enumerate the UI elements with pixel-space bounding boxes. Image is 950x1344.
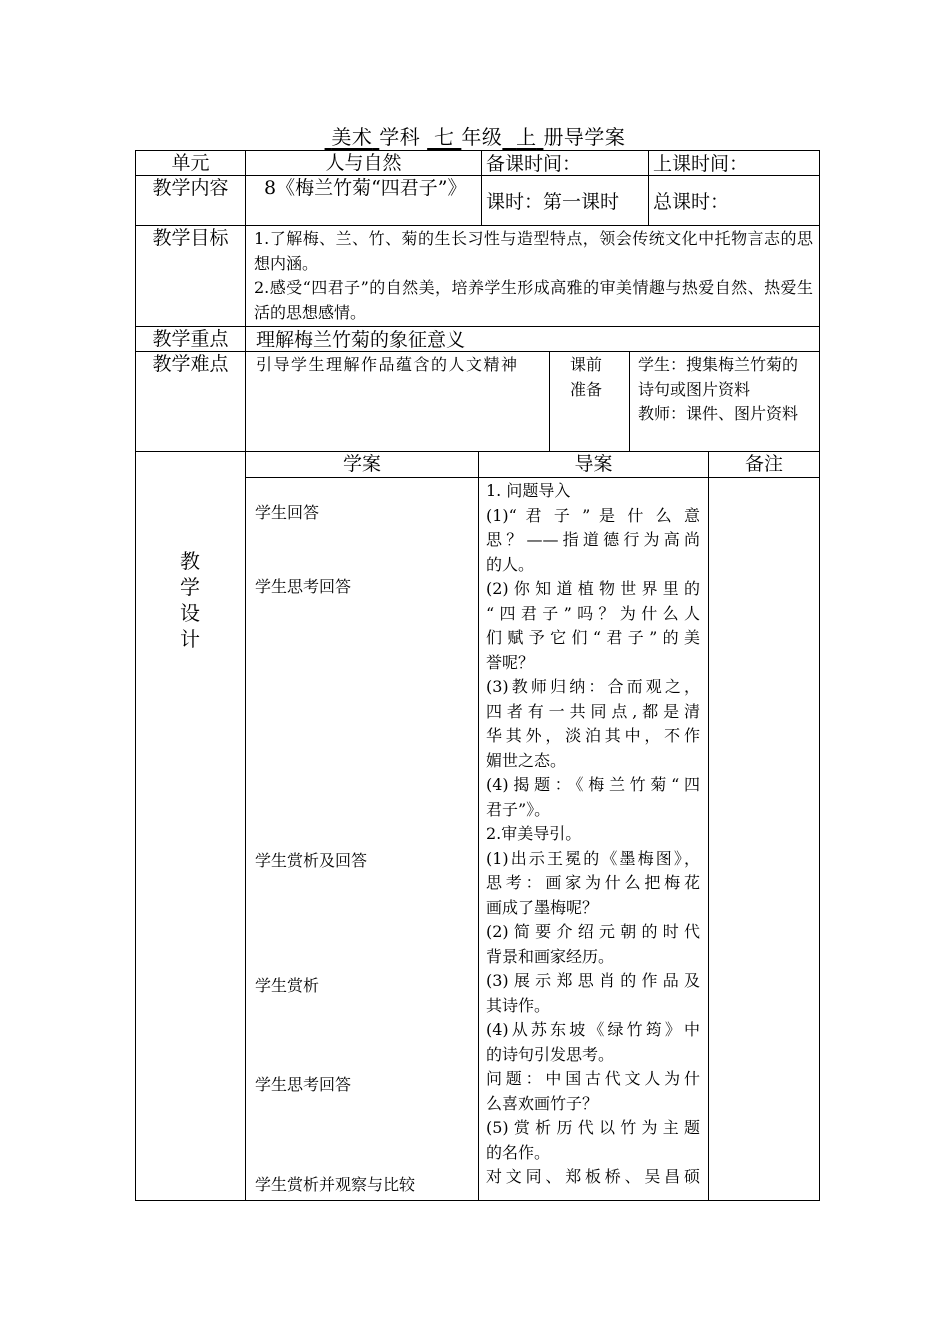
student-note-5: 学生思考回答 [255,1075,352,1094]
guide-line: “四君子”吗？为什么人 [486,603,700,623]
title-term-suffix: 册导学案 [543,125,626,149]
guide-content [486,479,700,1190]
difficulty-value: 引导学生理解作品蕴含的人文精神 [245,351,550,452]
key-label: 教学重点 [135,326,246,352]
daoan-header: 导案 [478,451,709,478]
guide-line: 的诗句引发思考。 [486,1044,615,1064]
guide-line: 的名作。 [486,1142,551,1162]
guide-line: 君子”》。 [486,799,551,819]
prep-student: 学生：搜集梅兰竹菊的诗句或图片资料 [638,355,799,399]
guide-line: 问题：中国古代文人为什 [486,1069,700,1088]
title-grade-suffix: 年级 [461,125,503,149]
guide-line: (3)教师归纳：合而观之， [486,677,700,696]
prep-time-label: 备课时间： [481,150,649,176]
guide-line: 2.审美导引。 [486,824,582,843]
prep-teacher: 教师：课件、图片资料 [638,404,799,423]
guide-line: 思考：画家为什么把梅花 [486,873,700,892]
prep-value [629,351,820,452]
guide-line: 其诗作。 [486,995,551,1015]
guide-line: (2)你知道植物世界里的 [486,579,700,598]
guide-line: 四者有一共同点,都是清 [486,701,700,721]
guide-line: (2)简要介绍元朝的时代 [486,922,700,941]
guide-line: (4)揭题：《梅兰竹菊“四 [486,775,700,794]
content-value: 8《梅兰竹菊“四君子”》 [245,175,482,226]
title-grade: 七 [434,125,455,149]
guide-line: (1)“ 君 子 ” 是 什 么 意 [486,505,700,525]
total-period-label: 总课时： [648,175,820,226]
guide-line: 华其外，淡泊其中，不作 [486,726,700,745]
guide-line: 们赋予它们“君子”的美 [486,628,700,647]
goal-content [245,225,820,327]
difficulty-label: 教学难点 [135,351,246,452]
guide-line: (3)展示郑思肖的作品及 [486,971,700,990]
guide-line: 对文同、郑板桥、吴昌硕 [486,1167,700,1186]
beizhu-column [708,477,820,1201]
guide-line: 誉呢？ [486,652,535,672]
class-time-label: 上课时间： [648,150,820,176]
guide-line: (4)从苏东坡《绿竹筠》中 [486,1020,700,1039]
guide-line: (5)赏析历代以竹为主题 [486,1118,700,1137]
period-label: 课时：第一课时 [481,175,649,226]
guide-line: 1. 问题导入 [486,481,571,500]
title-term: 上 [516,125,537,149]
student-note-6: 学生赏析并观察与比较 [255,1175,416,1194]
guide-line: 画成了墨梅呢？ [486,897,599,917]
guide-line: 的人。 [486,554,535,574]
guide-line: 思？——指道德行为高尚 [486,530,700,549]
guide-line: 么喜欢画竹子？ [486,1093,599,1113]
guide-line: 媚世之态。 [486,750,567,770]
title-subject: 美术 [331,125,373,149]
beizhu-header: 备注 [708,451,820,478]
goal-label: 教学目标 [135,225,246,327]
xuean-header: 学案 [245,451,479,478]
student-note-2: 学生思考回答 [255,577,352,596]
guide-line: (1)出示王冕的《墨梅图》， [486,848,700,868]
student-note-3: 学生赏析及回答 [255,851,368,870]
student-note-4: 学生赏析 [255,976,320,995]
content-label: 教学内容 [135,175,246,226]
key-value: 理解梅兰竹菊的象征意义 [245,326,820,352]
goal-item-1: 1.了解梅、兰、竹、菊的生长习性与造型特点，领会传统文化中托物言志的思想内涵。 [254,229,813,273]
page-title [0,124,950,150]
title-subject-suffix: 学科 [379,125,421,149]
guide-line: 背景和画家经历。 [486,946,615,966]
student-note-1: 学生回答 [255,503,320,522]
goal-item-2: 2.感受“四君子”的自然美，培养学生形成高雅的审美情趣与热爱自然、热爱生活的思想感情。 [254,278,813,322]
prep-label: 课前准备 [549,351,630,452]
unit-label: 单元 [135,150,246,176]
unit-value: 人与自然 [245,150,482,176]
design-label: 教 学 设 计 [180,549,200,651]
